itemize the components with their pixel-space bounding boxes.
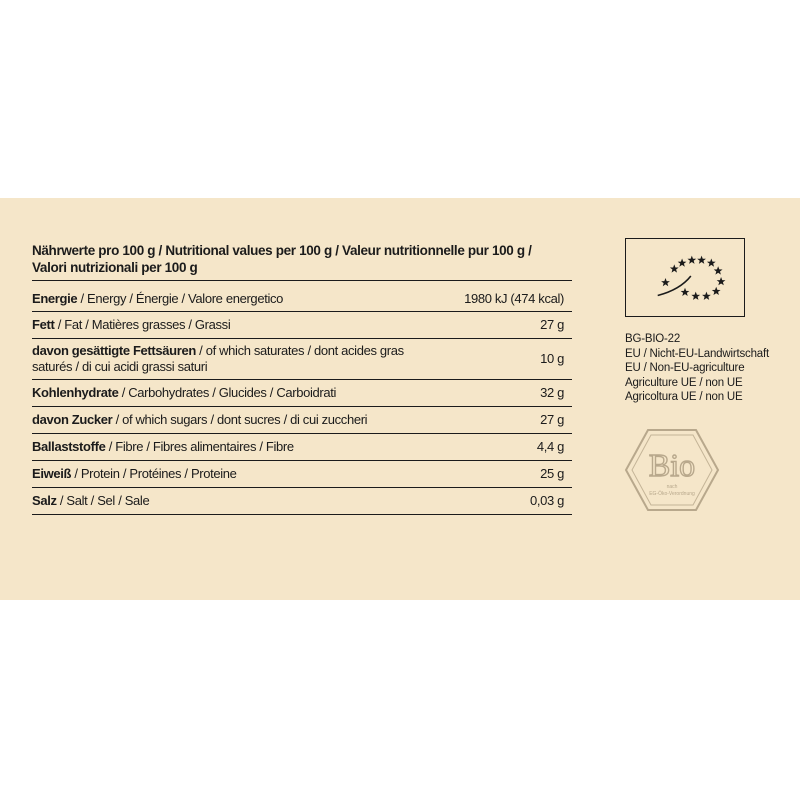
organic-code-line: Agricoltura UE / non UE	[625, 391, 743, 403]
nutrition-label-panel	[0, 198, 800, 600]
row-label	[32, 317, 540, 333]
row-label-bold: Fett	[32, 317, 55, 332]
organic-code-line: BG-BIO-22	[625, 333, 681, 345]
bio-hexagon-seal-icon	[624, 428, 720, 512]
row-value: 32 g	[540, 385, 564, 400]
nutrition-heading	[32, 242, 572, 281]
organic-code-line: EU / Non-EU-agriculture	[625, 362, 745, 374]
row-label-rest-line2: saturés / di cui acidi grassi saturi	[32, 359, 208, 374]
row-label-rest: / of which saturates / dont acides gras	[195, 343, 404, 358]
row-value: 1980 kJ (474 kcal)	[464, 290, 564, 306]
row-label-bold: Eiweiß	[32, 466, 72, 481]
heading-line-1: Nährwerte pro 100 g / Nutritional values per 100 g / Valeur nutritionnelle pur 100 g /	[32, 243, 532, 258]
row-label-rest: / of which sugars / dont sucres / di cui zuccheri	[112, 412, 368, 427]
organic-code-line: EU / Nicht-EU-Landwirtschaft	[625, 347, 769, 360]
nutrition-row-sugars	[32, 407, 572, 434]
row-value: 4,4 g	[536, 439, 564, 454]
row-label-rest: / Carbohydrates / Glucides / Carboidrati	[118, 385, 337, 400]
nutrition-row-fat	[32, 312, 572, 339]
heading-line-2: Valori nutrizionali per 100 g	[32, 260, 198, 275]
organic-code-line: Agriculture UE / non UE	[625, 376, 743, 389]
nutrition-row-saturates	[32, 339, 572, 380]
row-label-bold: Kohlenhydrate	[32, 385, 119, 400]
row-value: 25 g	[540, 466, 564, 481]
row-label	[32, 466, 540, 482]
nutrition-row-fibre	[32, 434, 572, 461]
row-label-rest: / Protein / Protéines / Proteine	[71, 466, 237, 481]
nutrition-row-energy	[32, 286, 572, 312]
row-label	[32, 412, 540, 428]
bio-seal-sub1: nach	[666, 484, 678, 490]
row-value: 10 g	[540, 351, 564, 366]
nutrition-row-carbohydrates	[32, 380, 572, 407]
row-label-rest: / Fibre / Fibres alimentaires / Fibre	[105, 439, 294, 454]
row-label-bold: Ballaststoffe	[32, 439, 106, 454]
row-value: 27 g	[540, 412, 564, 427]
nutrition-row-salt	[32, 488, 572, 515]
row-label-bold: Energie	[32, 290, 78, 306]
row-label-bold: davon Zucker	[32, 412, 113, 427]
row-label-rest: / Energy / Énergie / Valore energetico	[77, 290, 284, 306]
row-label	[32, 385, 540, 401]
row-label	[32, 439, 537, 455]
row-label-bold: davon gesättigte Fettsäuren	[32, 343, 196, 358]
nutrition-table	[32, 242, 572, 515]
bio-seal-sub2: EG-Öko-Verordnung	[649, 491, 695, 497]
eu-organic-leaf-icon	[625, 238, 745, 317]
bio-seal-text: Bio	[648, 447, 696, 483]
row-label	[32, 291, 464, 307]
organic-control-code	[625, 332, 795, 405]
row-value: 0,03 g	[529, 493, 564, 508]
row-label-bold: Salz	[32, 493, 57, 508]
row-label	[32, 493, 530, 509]
row-label-rest: / Salt / Sel / Sale	[56, 493, 150, 508]
row-value: 27 g	[540, 317, 564, 332]
nutrition-row-protein	[32, 461, 572, 488]
row-label	[32, 343, 540, 375]
row-label-rest: / Fat / Matières grasses / Grassi	[54, 317, 231, 332]
